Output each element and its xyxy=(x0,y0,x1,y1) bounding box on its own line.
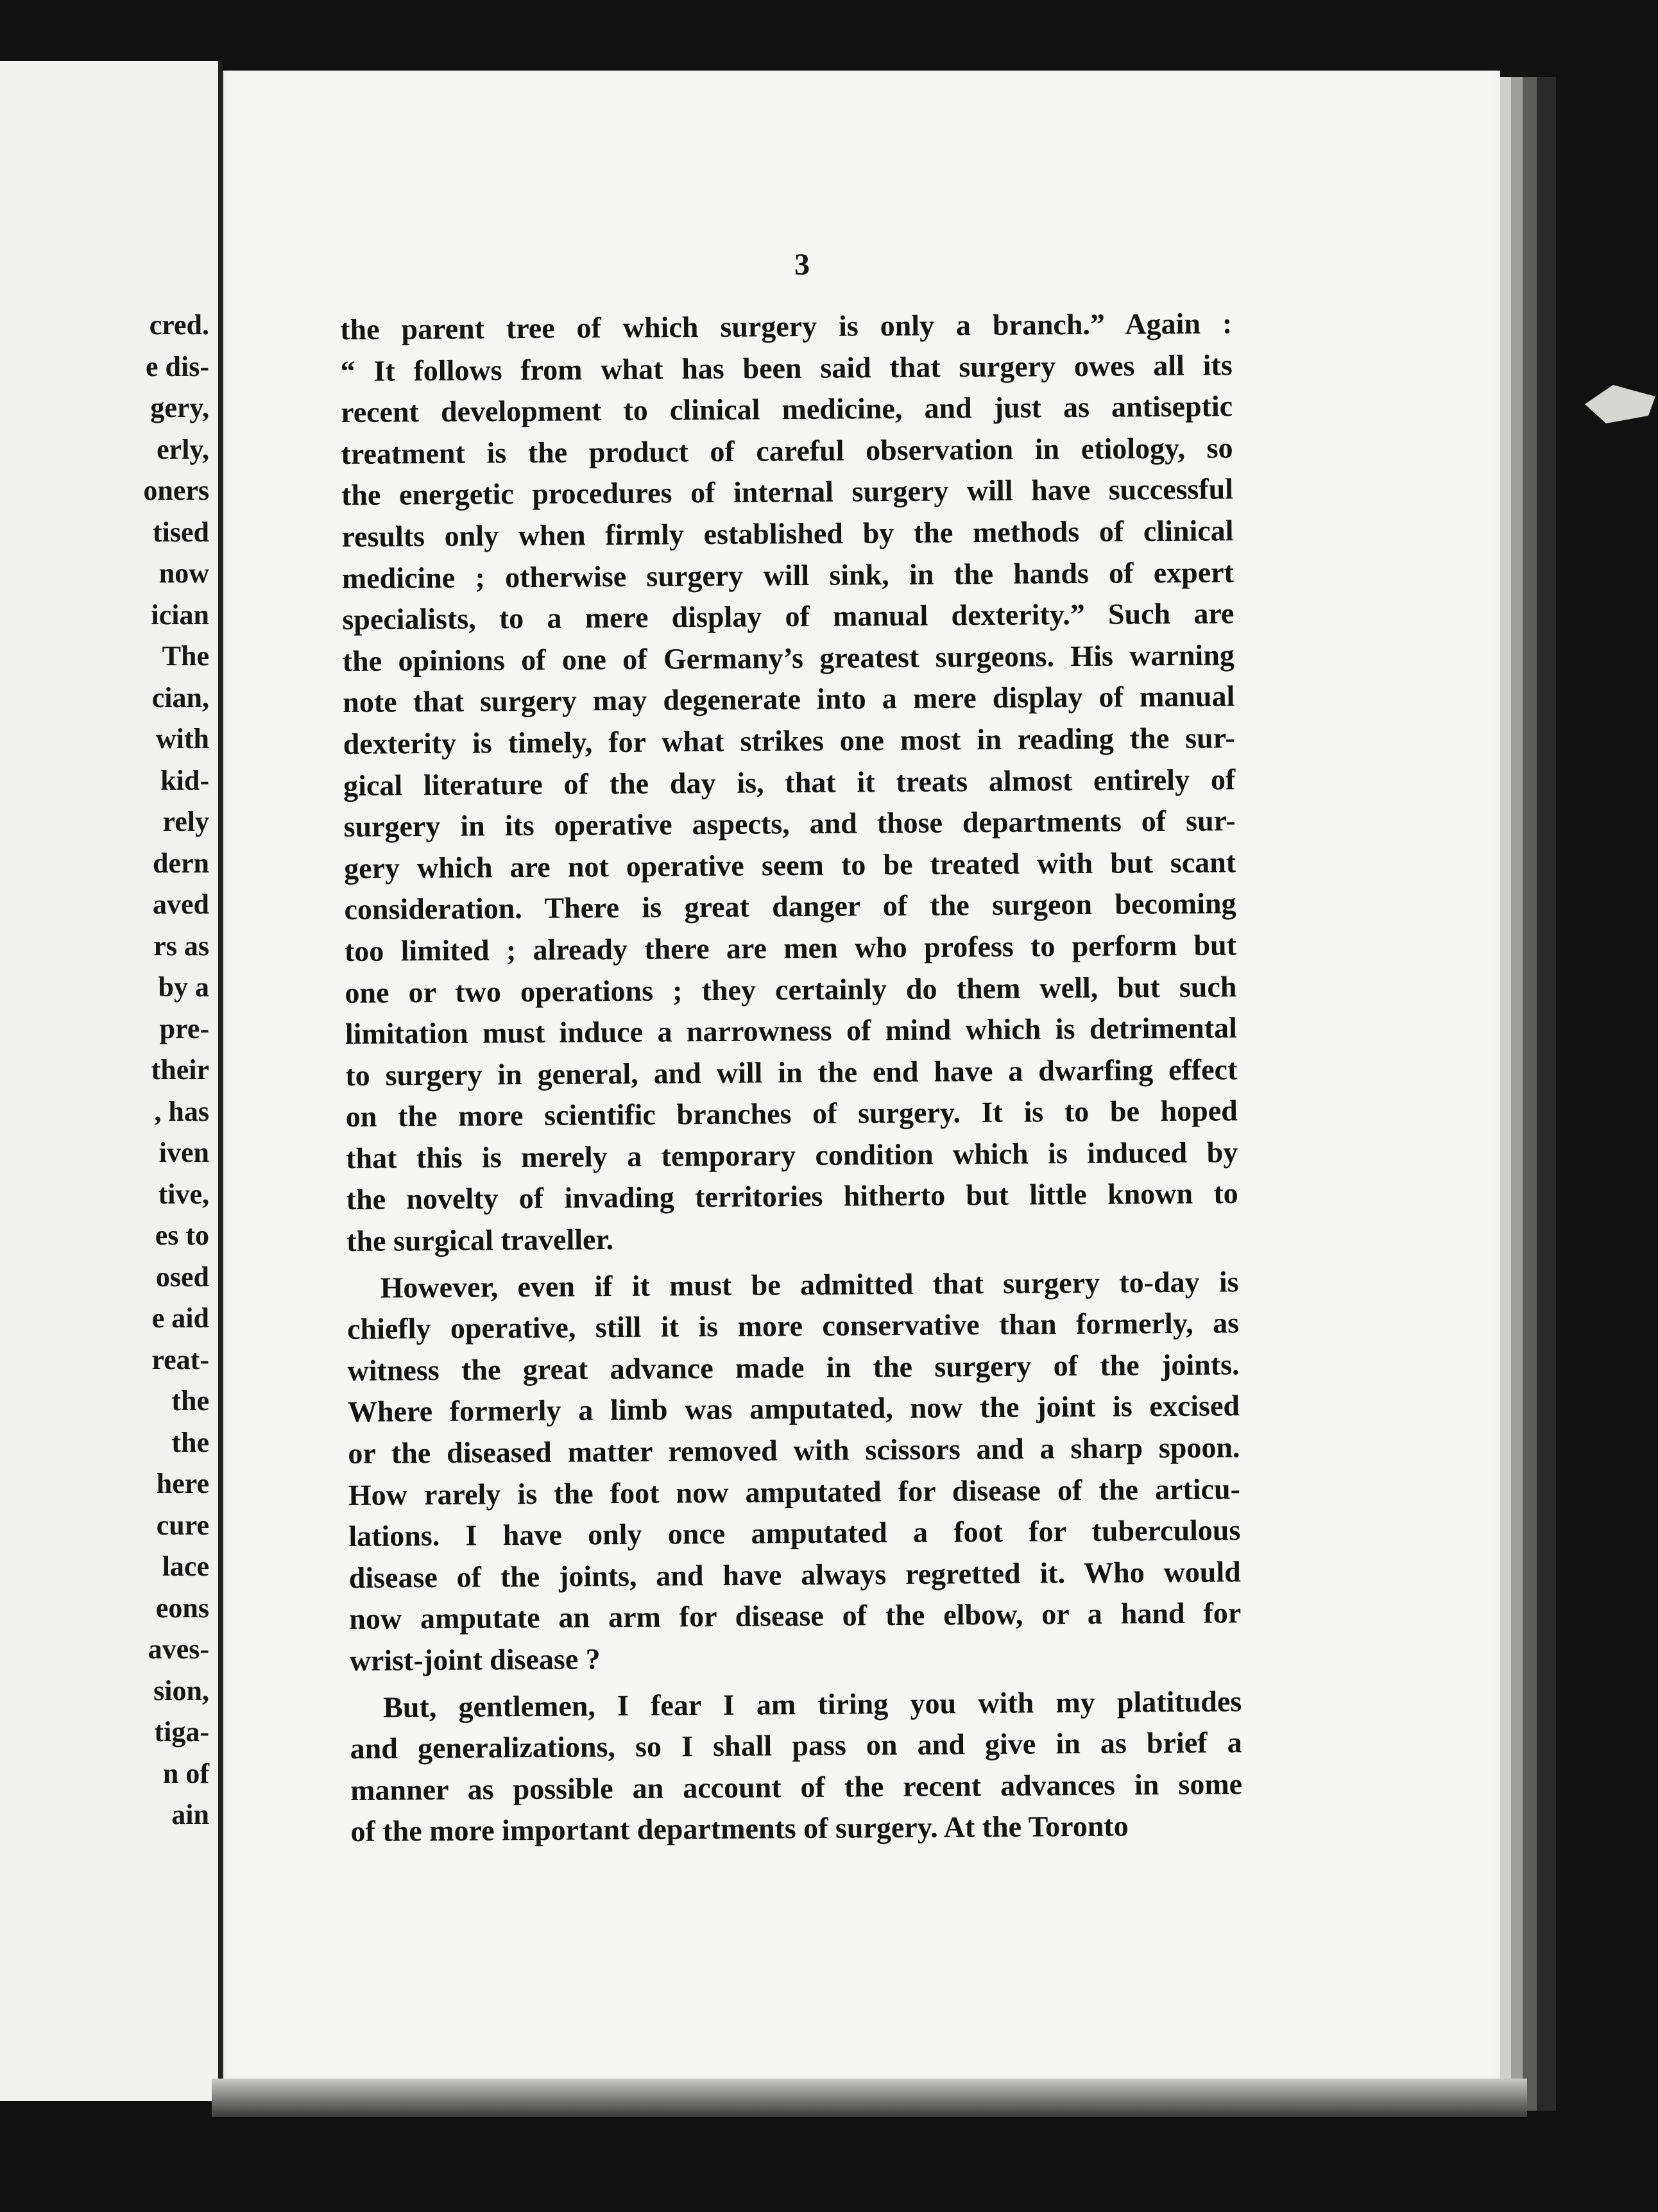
page-edge xyxy=(1511,77,1523,2111)
text-line: the surgical traveller. xyxy=(346,1223,614,1258)
text-line: “ It follows from what has been said that surgery owes all its xyxy=(340,348,1233,387)
paragraph xyxy=(340,303,1238,1262)
text-line: Where formerly a limb was amputated, now the joint is excised xyxy=(347,1389,1240,1429)
text-line: one or two operations ; they certainly do them well, but such xyxy=(345,969,1237,1009)
left-page-line: ician xyxy=(151,599,209,631)
left-page-line: dern xyxy=(153,847,209,879)
text-line: to surgery in general, and will in the end have a dwarfing effect xyxy=(345,1052,1238,1092)
text-line: lations. I have only once amputated a foot for tuberculous xyxy=(348,1513,1241,1553)
text-line: the parent tree of which surgery is only a branch.” Again : xyxy=(340,307,1233,346)
left-page-line: sion, xyxy=(153,1674,209,1706)
left-page-line: es to xyxy=(155,1220,209,1251)
text-line: the energetic procedures of internal surgery will have successful xyxy=(341,472,1234,512)
left-page-line: pre- xyxy=(159,1012,209,1044)
text-line: that this is merely a temporary condition which is induced by xyxy=(346,1136,1238,1175)
left-page-line: rs as xyxy=(153,930,209,962)
left-page-line: aved xyxy=(153,889,209,920)
left-page-line: e dis- xyxy=(146,350,209,382)
text-line: or the diseased matter removed with scissors and a sharp spoon. xyxy=(348,1431,1240,1470)
paragraph xyxy=(350,1681,1243,1853)
text-line: disease of the joints, and have always regretted it. Who would xyxy=(348,1555,1241,1594)
text-line: chiefly operative, still it is more conservative than formerly, as xyxy=(346,1306,1240,1346)
left-page-line: oners xyxy=(143,475,209,506)
left-page-line: cian, xyxy=(151,681,209,713)
left-page-line: tised xyxy=(153,516,209,548)
text-line: treatment is the product of careful observation in etiology, so xyxy=(341,431,1233,470)
left-page-line: e aid xyxy=(151,1302,209,1334)
page-edge xyxy=(1498,77,1511,2111)
left-page-line: tiga- xyxy=(154,1716,209,1748)
page-bottom-shadow xyxy=(212,2079,1527,2117)
text-line: manner as possible an account of the recent advances in some xyxy=(350,1767,1243,1807)
left-page-line: The xyxy=(162,640,209,672)
left-page-line: tive, xyxy=(158,1178,209,1210)
left-page xyxy=(0,61,222,2101)
text-line: dexterity is timely, for what strikes one most in reading the sur- xyxy=(343,721,1235,760)
left-page-line: the xyxy=(171,1385,209,1417)
text-line: wrist-joint disease ? xyxy=(349,1642,601,1677)
text-line: of the more important departments of surgery. At the Toronto xyxy=(350,1809,1129,1848)
left-page-line: gery, xyxy=(150,392,209,423)
left-page-line: eons xyxy=(155,1592,209,1624)
text-line: the novelty of invading territories hitherto but little known to xyxy=(346,1177,1238,1216)
text-line: note that surgery may degenerate into a mere display of manual xyxy=(343,679,1235,719)
text-line: gical literature of the day is, that it treats almost entirely of xyxy=(343,762,1236,802)
left-page-line: cure xyxy=(156,1509,209,1541)
left-page-line: cred. xyxy=(149,309,209,341)
page-edge xyxy=(1523,77,1537,2111)
left-page-line: n of xyxy=(162,1757,209,1789)
text-line: limitation must induce a narrowness of mind which is detrimental xyxy=(345,1011,1238,1051)
text-line: too limited ; already there are men who profess to perform but xyxy=(344,928,1237,967)
text-line: recent development to clinical medicine, and just as antiseptic xyxy=(340,389,1233,429)
text-line: How rarely is the foot now amputated for disease of the articu- xyxy=(348,1472,1241,1511)
page-number: 3 xyxy=(794,248,810,282)
left-page-line: , has xyxy=(154,1095,209,1127)
text-line: results only when firmly established by the methods of clinical xyxy=(341,514,1234,553)
text-line: However, even if it must be admitted that surgery to-day is xyxy=(380,1264,1239,1304)
left-page-line: the xyxy=(171,1426,209,1458)
left-page-line: osed xyxy=(155,1261,209,1293)
page-edge xyxy=(1537,77,1556,2111)
left-page-line: aves- xyxy=(148,1633,209,1665)
paper-scrap xyxy=(1585,385,1655,423)
text-line: now amputate an arm for disease of the elbow, or a hand for xyxy=(349,1596,1242,1636)
left-page-line: ain xyxy=(171,1799,209,1830)
text-line: surgery in its operative aspects, and those departments of sur- xyxy=(343,804,1236,844)
text-line: and generalizations, so I shall pass on and give in as brief a xyxy=(350,1726,1242,1765)
paragraph xyxy=(346,1261,1241,1682)
body-text xyxy=(340,303,1243,1853)
text-line: on the more scientific branches of surgery. It is to be hoped xyxy=(345,1094,1238,1134)
left-page-line: rely xyxy=(162,806,209,837)
left-page-line: now xyxy=(158,557,209,589)
left-page-line: reat- xyxy=(151,1343,209,1375)
left-page-line: iven xyxy=(158,1137,209,1168)
text-line: consideration. There is great danger of the surgeon becoming xyxy=(344,887,1236,926)
text-line: the opinions of one of Germany’s greatest surgeons. His warning xyxy=(342,638,1235,677)
left-page-line: here xyxy=(156,1468,209,1499)
text-line: witness the great advance made in the surgery of the joints. xyxy=(347,1348,1240,1387)
left-page-line: with xyxy=(155,723,209,754)
left-page-line: lace xyxy=(162,1551,209,1582)
left-page-line: by a xyxy=(158,971,209,1003)
left-page-line: their xyxy=(151,1054,209,1085)
text-line: gery which are not operative seem to be treated with but scant xyxy=(343,845,1236,885)
text-line: medicine ; otherwise surgery will sink, in the hands of expert xyxy=(341,555,1235,595)
left-page-text xyxy=(143,305,209,1836)
left-page-line: kid- xyxy=(160,764,209,796)
text-line: But, gentlemen, I fear I am tiring you with my platitudes xyxy=(383,1684,1242,1724)
left-page-line: erly, xyxy=(157,433,209,465)
text-line: specialists, to a mere display of manual dexterity.” Such are xyxy=(342,597,1235,636)
